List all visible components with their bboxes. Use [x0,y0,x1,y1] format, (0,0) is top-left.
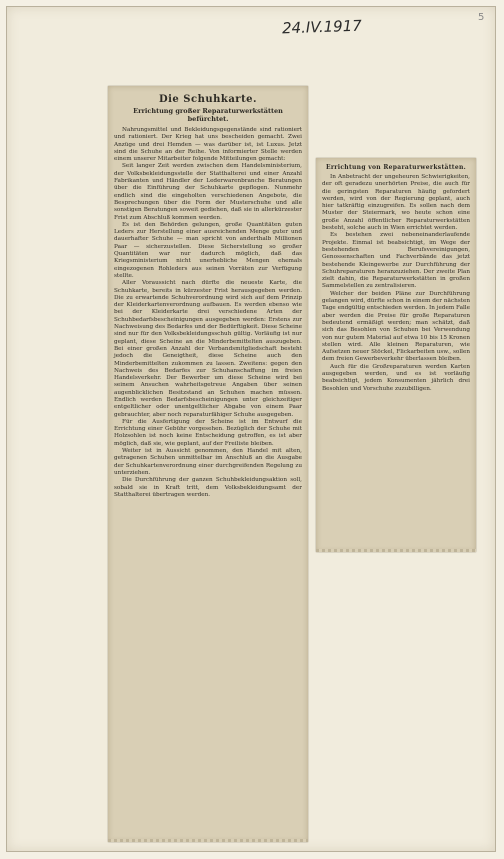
torn-edge [108,839,308,842]
paragraph: Weiter ist in Aussicht genommen, den Handel mit alten, getragenen Schuhen unmittelbar im Anschluß an die Ausgabe der Schuhkartenverordnung einer durchgreifenden Regelung zu unterziehen. [114,448,302,476]
section-heading: Errichtung von Reparaturwerkstätten. [325,164,467,171]
newspaper-clipping-left [108,86,308,842]
page-number: 5 [478,12,485,23]
paragraph: Es bestehen zwei nebeneinanderlaufende Projekte. Einmal ist beabsichtigt, im Wege der bestehenden Berufsvereinigungen, Genossenschaften und Fachverbände das jetzt bestehende Kleingewerbe zur Durchführung der Schuhreparaturen heranzuziehen. Der zweite Plan zielt dahin, die Reparaturwerkstätten in großen Sammelstellen zu zentralisieren. [322,232,470,290]
paragraph: In Anbetracht der ungeheuren Schwierigkeiten, der oft geradezu unerhörten Preise, die auch für die geringsten Reparaturen häufig gefordert werden, wird von der Regierung geplant, auch hier tatkräftig einzugreifen. Es sollen nach dem Muster der Steiermark, wo heute schon eine große Anzahl öffentlicher Reparaturwerkstätten besteht, solche auch in Wien errichtet werden. [322,174,470,232]
paragraph: Auch für die Großreparaturen werden Karten ausgegeben werden, und es ist vorläufig beabsichtigt, jedem Konsumenten jährlich drei Besohlen und Vorschuhe zuzubilligen. [322,363,470,392]
paragraph: Es ist den Behörden gelungen, große Quantitäten guten Leders zur Herstellung einer ausreichenden Menge guter und dauerhafter Schuhe — man spricht von anderthalb Millionen Paar — sicherzustellen. Diese Sicherstellung so großer Quantitäten war nur dadurch möglich, daß das Kriegsministerium nicht unerhebliche Mengen ehemals eingezogenen Rohleders aus seinen Vorräten zur Verfügung stellte. [114,221,302,279]
paragraph: Aller Voraussicht nach dürfte die neueste Karte, die Schuhkarte, bereits in kürzester Frist herausgegeben werden. Die zu erwartende Schuhverordnung wird sich auf dem Prinzip der Kleiderkartenverordnung aufbauen. Es werden ebenso wie bei der Kleiderkarte drei verschiedene Arten der Schuhbedarfsbescheinigungen ausgegeben werden: Erstens zur Nachweisung des Bedarfes und der Bedürftigkeit. Diese Scheine sind nur für den Volksbekleidungsschuh gültig. Vorläufig ist nur geplant, diese Scheine an die Minderbemittelten auszugeben. Bei einer großen Anzahl der Verbandsmitgliedschaft besteht jedoch die Geneigtheit, diese Scheine auch den Minderbemittelten zukommen zu lassen. Zweitens: gegen den Nachweis des Bedarfes zur Schuhanschaffung im freien Handelsverkehr. Der Bewerber um diese Scheine wird bei seinem Ansuchen wahrheitsgetreue Angaben über seinen augenblicklichen Besitzstand an Schuhen machen müssen. Endlich werden Bedarfsbescheinigungen unter gleichzeitiger entgeltlicher oder unentgeltlicher Abgabe von einem Paar gebrauchter, aber noch reparaturfähiger Schuhe ausgegeben. [114,280,302,418]
torn-edge [316,549,476,552]
article-body-left [114,127,302,499]
article-subtitle: Errichtung großer Reparaturwerkstätten befürchtet. [133,107,283,123]
paragraph: Für die Ausfertigung der Scheine ist im Entwurf die Errichtung einer Gebühr vorgesehen. Bezüglich der Schuhe mit Holzsohlen ist noch keine Entscheidung getroffen, es ist aber möglich, daß sie, wie geplant, auf der Freiliste bleiben. [114,418,302,447]
handwritten-date: 24.IV.1917 [281,16,363,38]
paragraph: Die Durchführung der ganzen Schuhbekleidungsaktion soll, sobald sie in Kraft tritt, dem Volksbekleidungsamt der Statthalterei übertragen werden. [114,477,302,498]
newspaper-clipping-right [316,158,476,552]
article-title: Die Schuhkarte. [158,94,258,105]
paragraph: Welcher der beiden Pläne zur Durchführung gelangen wird, dürfte schon in einem der nächsten Tage endgültig entschieden werden. In jedem Falle aber werden die Preise für große Reparaturen bedeutend ermäßigt werden; man schätzt, daß sich das Besohlen von Schuhen bei Verwendung von nur gutem Material auf etwa 10 bis 15 Kronen stellen wird. Alle kleinen Reparaturen, wie Aufsetzen neuer Stöckel, Flickarbeiten usw., sollen dem freien Gewerbeverkehr überlassen bleiben. [322,290,470,363]
paragraph: Seit langer Zeit werden zwischen dem Handelsministerium, der Volksbekleidungsstelle der Statthalterei und einer Anzahl Fabrikanten und Händler der Lederwarenbranche Beratungen über die Einführung der Schuhkarte gepflogen. Nunmehr endlich sind die eingeholten verschiedenen Angebote, die Besprechungen über die Form der Musterschuhe und alle sonstigen Beratungen soweit gediehen, daß sie in allerkürzester Frist zum Abschluß kommen werden. [114,163,302,221]
paragraph: Nahrungsmittel und Bekleidungsgegenstände sind rationiert und rationiert. Der Krieg hat uns bescheiden gemacht. Zwei Anzüge und drei Hemden — was darüber ist, ist Luxus. Jetzt sind die Schuhe an der Reihe. Von informierter Stelle werden einem unserer Mitarbeiter folgende Mitteilungen gemacht: [114,127,302,163]
article-body-right [322,174,470,393]
